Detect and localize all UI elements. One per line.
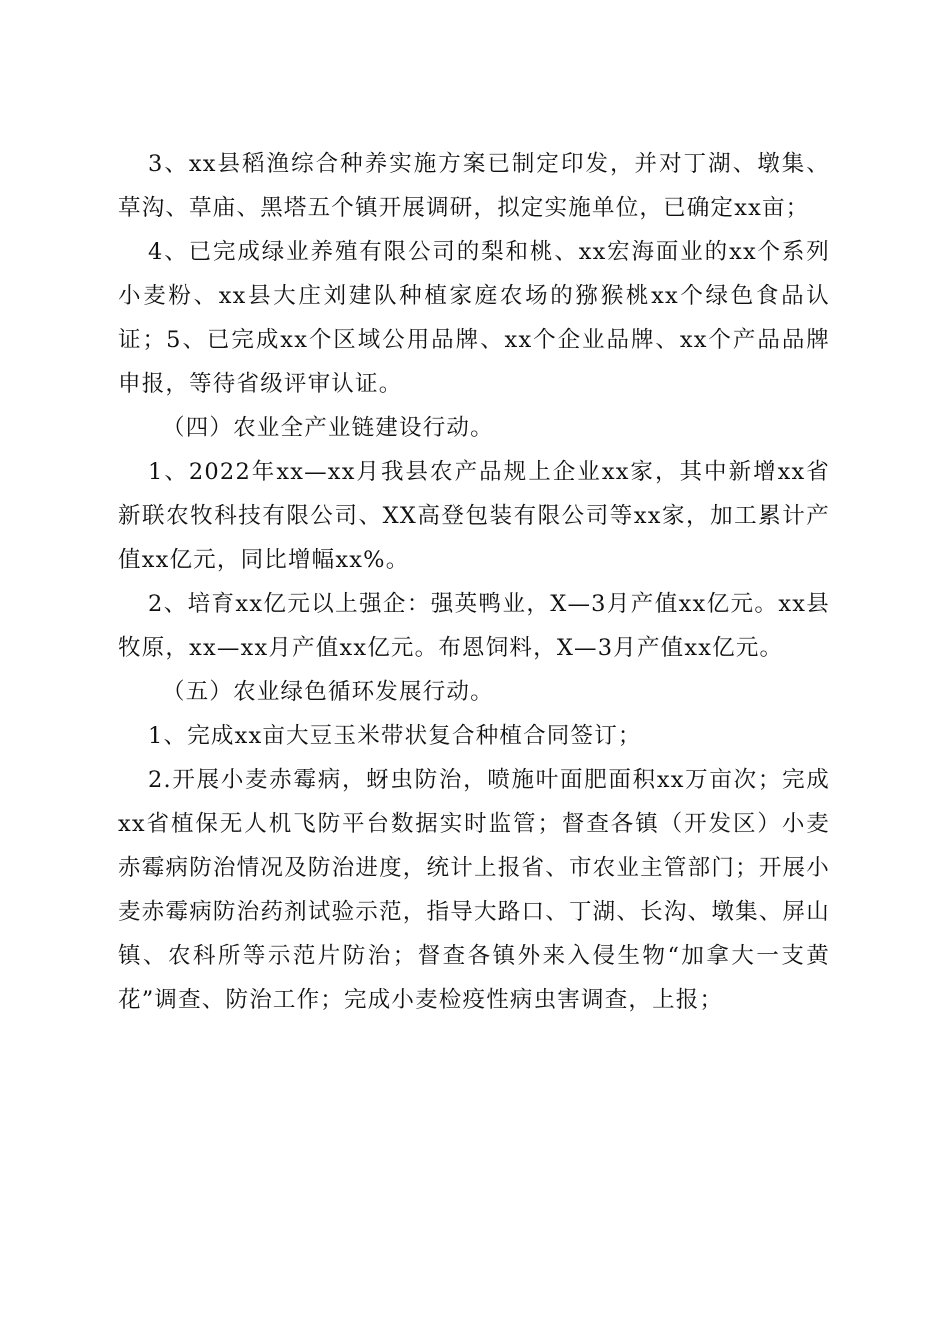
paragraph-green-food-certification: 4、已完成绿业养殖有限公司的梨和桃、xx宏海面业的xx个系列小麦粉、xx县大庄刘建队种植家庭农场的猕猴桃xx个绿色食品认证；5、已完成xx个区域公用品牌、xx个企业品牌、xx个产品品牌申报，等待省级评审认证。 — [118, 239, 830, 397]
paragraph-soybean-corn-planting: 1、完成xx亩大豆玉米带状复合种植合同签订； — [148, 723, 642, 749]
section-heading-green-cycle: （五）农业绿色循环发展行动。 — [162, 679, 494, 705]
paragraph-strong-enterprises: 2、培育xx亿元以上强企：强英鸭业，X—3月产值xx亿元。xx县牧原，xx—xx月产值xx亿元。布恩饲料，X—3月产值xx亿元。 — [118, 591, 830, 661]
section-heading-industry-chain: （四）农业全产业链建设行动。 — [162, 415, 494, 441]
paragraph-enterprises-above-scale: 1、2022年xx—xx月我县农产品规上企业xx家，其中新增xx省新联农牧科技有限公司、XX高登包装有限公司等xx家，加工累计产值xx亿元，同比增幅xx%。 — [118, 459, 830, 573]
paragraph-rice-fish-plan: 3、xx县稻渔综合种养实施方案已制定印发，并对丁湖、墩集、草沟、草庙、黑塔五个镇开展调研，拟定实施单位，已确定xx亩； — [118, 151, 830, 221]
paragraph-wheat-disease-control: 2.开展小麦赤霉病，蚜虫防治，喷施叶面肥面积xx万亩次；完成xx省植保无人机飞防平台数据实时监管；督查各镇（开发区）小麦赤霉病防治情况及防治进度，统计上报省、市农业主管部门；开展小麦赤霉病防治药剂试验示范，指导大路口、丁湖、长沟、墩集、屏山镇、农科所等示范片防治；督查各镇外来入侵生物“加拿大一支黄花”调查、防治工作；完成小麦检疫性病虫害调查，上报； — [118, 767, 830, 1013]
document-body — [118, 142, 830, 1022]
